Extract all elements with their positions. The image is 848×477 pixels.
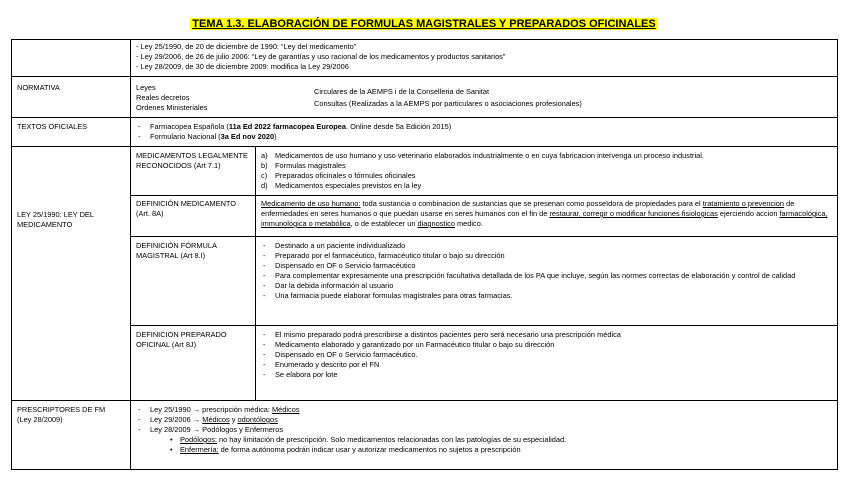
content-table	[11, 39, 838, 470]
prescriptor-item: - Ley 28/2009 → Podólogos y Enfermeros	[136, 425, 832, 435]
normativa-content	[131, 77, 838, 118]
row-preparado	[12, 326, 838, 401]
prescriptor-subitem: • Enfermería: de forma autónoma podrán indicar usar y autorizar medicamentos no sujetos a prescripción	[136, 445, 832, 455]
normativa-label: NORMATIVA	[12, 77, 131, 118]
row-textos	[12, 118, 838, 147]
prescriptor-subitem: • Podólogos: no hay limitación de prescripción. Solo medicamentos relacionadas con las patologías de su especialidad.	[136, 435, 832, 445]
formula-item: - Preparado por el farmacéutico, farmacéutico titular o bajo su dirección	[261, 251, 832, 261]
preparado-item: - Dispensado en OF o Servicio farmacéutico.	[261, 350, 832, 360]
formula-item: - Destinado a un paciente individualizado	[261, 241, 832, 251]
formula-item: - Dispensado en OF o Servicio farmacéutico	[261, 261, 832, 271]
prescriptores-content	[131, 401, 838, 470]
page-title-wrap	[0, 14, 848, 32]
row-definicion	[12, 196, 838, 237]
normativa-item: Reales decretos	[136, 93, 190, 102]
formula-content	[256, 237, 838, 326]
cell-empty	[12, 40, 131, 77]
prescriptores-label: PRESCRIPTORES DE FM (Ley 28/2009)	[12, 401, 131, 470]
formula-item: - Dar la debida información al usuario	[261, 281, 832, 291]
law-line: - Ley 28/2009, de 30 de diciembre 2009: modifica la Ley 29/2006	[136, 62, 349, 71]
preparado-item: - Medicamento elaborado y garantizado por un Farmacéutico titular o bajo su dirección	[261, 340, 832, 350]
legal-item: d) Medicamentos especiales previstos en la ley	[261, 181, 422, 190]
legal-label: MEDICAMENTOS LEGALMENTE RECONOCIDOS (Art 7.1)	[131, 147, 256, 196]
definicion-content: Medicamento de uso humano: toda sustancia o combinacion de sustancias que se presenan como posseïdora de propiedades para el tratamiento o prevencion de enfermedades en seres humanos o que puedan usarse en seres humanos con el fin de restaurar, corregir o modificar funciones fisiologicas ejerciendo accion farmacológica, immunológica o metabólica, o de establecer un diagnostico medico.	[256, 196, 838, 237]
textos-item: - Formulario Nacional (3a Ed nov 2020)	[136, 132, 832, 142]
row-prescriptores	[12, 401, 838, 470]
row-legal	[12, 147, 838, 196]
row-laws-intro	[12, 40, 838, 77]
legal-content	[256, 147, 838, 196]
preparado-item: - Se elabora por lote	[261, 370, 832, 380]
formula-item: - Para complementar expresamente una prescripción facultativa detallada de los PA que incluye, según las normes correctas de elaboración y control de calidad	[261, 271, 832, 281]
legal-item: c) Preparados oficinales o fórmules oficinales	[261, 171, 416, 180]
preparado-label: DEFINICION PREPARADO OFICINAL (Art 8J)	[131, 326, 256, 401]
prescriptor-item: - Ley 25/1990 → prescripción médica: Médicos	[136, 405, 832, 415]
page-title: TEMA 1.3. ELABORACIÓN DE FORMULAS MAGISTRALES Y PREPARADOS OFICINALES	[192, 18, 656, 30]
formula-label: DEFINICIÓN FÓRMULA MAGISTRAL (Art 8.I)	[131, 237, 256, 326]
normativa-item: Ordenes Ministeriales	[136, 103, 208, 112]
definicion-label: DEFINICIÓN MEDICAMENTO (Art. 8A)	[131, 196, 256, 237]
normativa-item: Circulares de la AEMPS i de la Conselleria de Sanitat	[314, 87, 490, 96]
law-line: - Ley 29/2006, de 26 de julio 2006: “Ley de garantías y uso racional de los medicamentos y productos sanitarios”	[136, 52, 506, 61]
row-formula	[12, 237, 838, 326]
preparado-item: - Enumerado y descrito por el FN	[261, 360, 832, 370]
textos-label: TEXTOS OFICIALES	[12, 118, 131, 147]
preparado-content	[256, 326, 838, 401]
normativa-item: Leyes	[136, 83, 156, 92]
law-line: - Ley 25/1990, de 20 de diciembre de 1990: “Ley del medicamento”	[136, 42, 357, 51]
legal-item: b) Formulas magistrales	[261, 161, 346, 170]
ley25-label: LEY 25/1990: LEY DEL MEDICAMENTO	[12, 147, 131, 401]
laws-intro-cell	[131, 40, 838, 77]
legal-item: a) Medicamentos de uso humano y uso veterinario elaborados industrialmente o en cuya fabricacion intervenga un proceso industrial.	[261, 151, 704, 160]
textos-content	[131, 118, 838, 147]
preparado-item: - El mismo preparado podrá prescribirse a distintos pacientes pero será necesario una prescripción médica	[261, 330, 832, 340]
prescriptor-item: - Ley 29/2006 → Médicos y odontólogos	[136, 415, 832, 425]
row-normativa	[12, 77, 838, 118]
formula-item: - Una farmacia puede elaborar formulas magistrales para otras farmacias.	[261, 291, 832, 301]
normativa-item: Consultas (Realizadas a la AEMPS por particulares o asociaciones profesionales)	[314, 99, 582, 108]
textos-item: - Farmacopea Española (11a Ed 2022 farmacopea Europea. Online desde 5a Edición 2015)	[136, 122, 832, 132]
